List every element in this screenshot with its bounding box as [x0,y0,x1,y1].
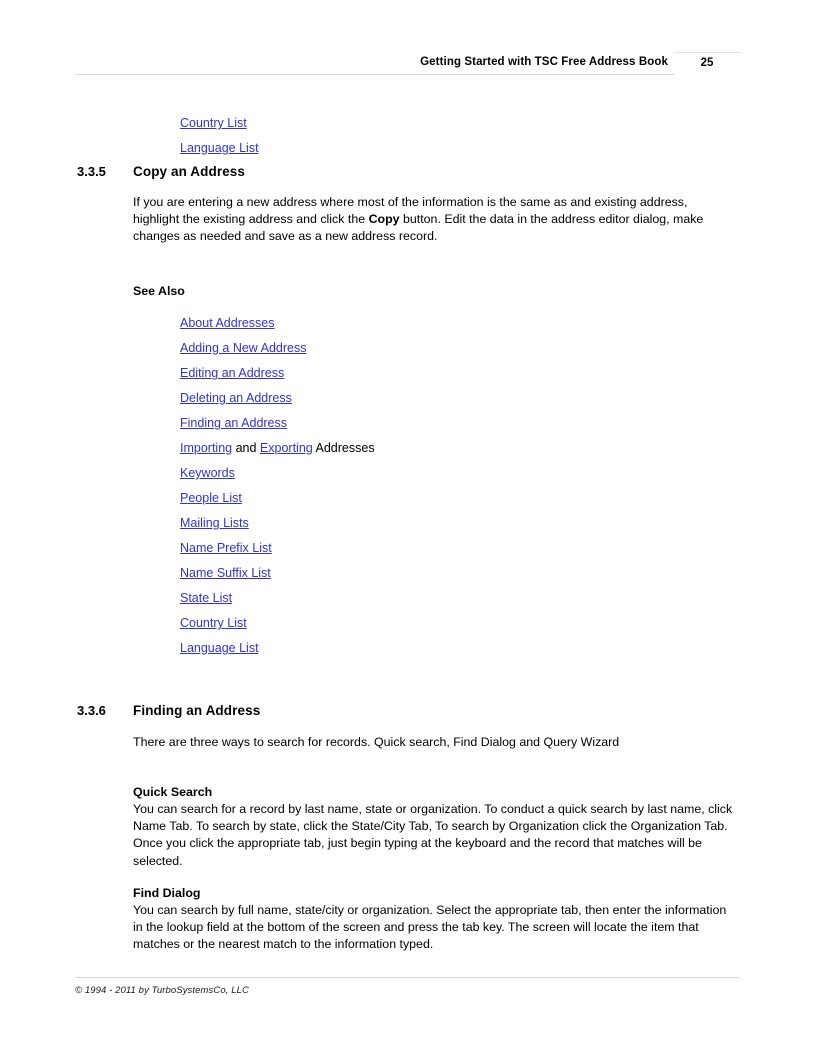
section-heading-copy-an-address [77,164,245,179]
list-item [180,636,375,661]
list-item [180,336,375,361]
link-name-prefix-list[interactable]: Name Prefix List [180,541,272,555]
link-adding-a-new-address[interactable]: Adding a New Address [180,341,307,355]
section-number: 3.3.6 [77,703,106,718]
text-addresses: Addresses [312,441,375,455]
list-item [180,561,375,586]
see-also-heading: See Also [133,284,185,298]
header-page-number: 25 [674,52,740,75]
list-item [180,536,375,561]
paragraph-copy-an-address [133,194,733,246]
list-item [180,361,375,386]
list-item [180,611,375,636]
list-item [180,111,259,136]
section-heading-finding-an-address [77,703,260,718]
footer-copyright: © 1994 - 2011 by TurboSystemsCo, LLC [75,985,249,996]
link-mailing-lists[interactable]: Mailing Lists [180,516,249,530]
list-item [180,436,375,461]
page-header [75,52,740,75]
see-also-link-list [180,311,375,661]
find-dialog-heading: Find Dialog [133,886,201,900]
paragraph-text-pre: If you are entering a new address where most of the information is the same as and existing address, highlight the existing address and click the [133,195,688,227]
footer-rule [75,977,740,978]
list-item [180,411,375,436]
top-link-list [180,111,259,161]
link-people-list[interactable]: People List [180,491,242,505]
paragraph-text-post: button. Edit the data in the address editor dialog, make changes as needed and save as a new address record. [133,212,704,244]
page-footer [75,977,740,996]
section-number: 3.3.5 [77,164,106,179]
section-title: Copy an Address [133,164,246,179]
header-title: Getting Started with TSC Free Address Book [75,55,674,75]
link-finding-an-address[interactable]: Finding an Address [180,416,288,430]
link-deleting-an-address[interactable]: Deleting an Address [180,391,292,405]
link-about-addresses[interactable]: About Addresses [180,316,275,330]
list-item [180,136,259,161]
paragraph-finding-intro: There are three ways to search for records. Quick search, Find Dialog and Query Wizard [133,735,620,749]
section-title: Finding an Address [133,703,261,718]
link-language-list[interactable]: Language List [180,141,259,155]
link-state-list[interactable]: State List [180,591,233,605]
link-editing-an-address[interactable]: Editing an Address [180,366,285,380]
link-country-list[interactable]: Country List [180,116,247,130]
link-country-list-2[interactable]: Country List [180,616,247,630]
list-item [180,311,375,336]
link-keywords[interactable]: Keywords [180,466,235,480]
link-language-list-2[interactable]: Language List [180,641,259,655]
link-name-suffix-list[interactable]: Name Suffix List [180,566,271,580]
link-importing[interactable]: Importing [180,441,233,455]
link-exporting[interactable]: Exporting [259,441,313,455]
list-item [180,386,375,411]
list-item [180,461,375,486]
paragraph-bold-copy: Copy [368,212,400,227]
list-item [180,511,375,536]
quick-search-heading: Quick Search [133,785,213,799]
text-and: and [232,441,260,455]
paragraph-find-dialog: You can search by full name, state/city or organization. Select the appropriate tab, then enter the information in the lookup field at the bottom of the screen and press the tab key. The screen will locate the item that matches or the nearest match to the information typed. [133,903,727,952]
paragraph-quick-search: You can search for a record by last name, state or organization. To conduct a quick search by last name, click Name Tab. To search by state, click the State/City Tab, To search by Organization click the Organization Tab. Once you click the appropriate tab, just begin typing at the keyboard and the record that matches will be selected. [133,802,733,868]
list-item [180,486,375,511]
list-item [180,586,375,611]
